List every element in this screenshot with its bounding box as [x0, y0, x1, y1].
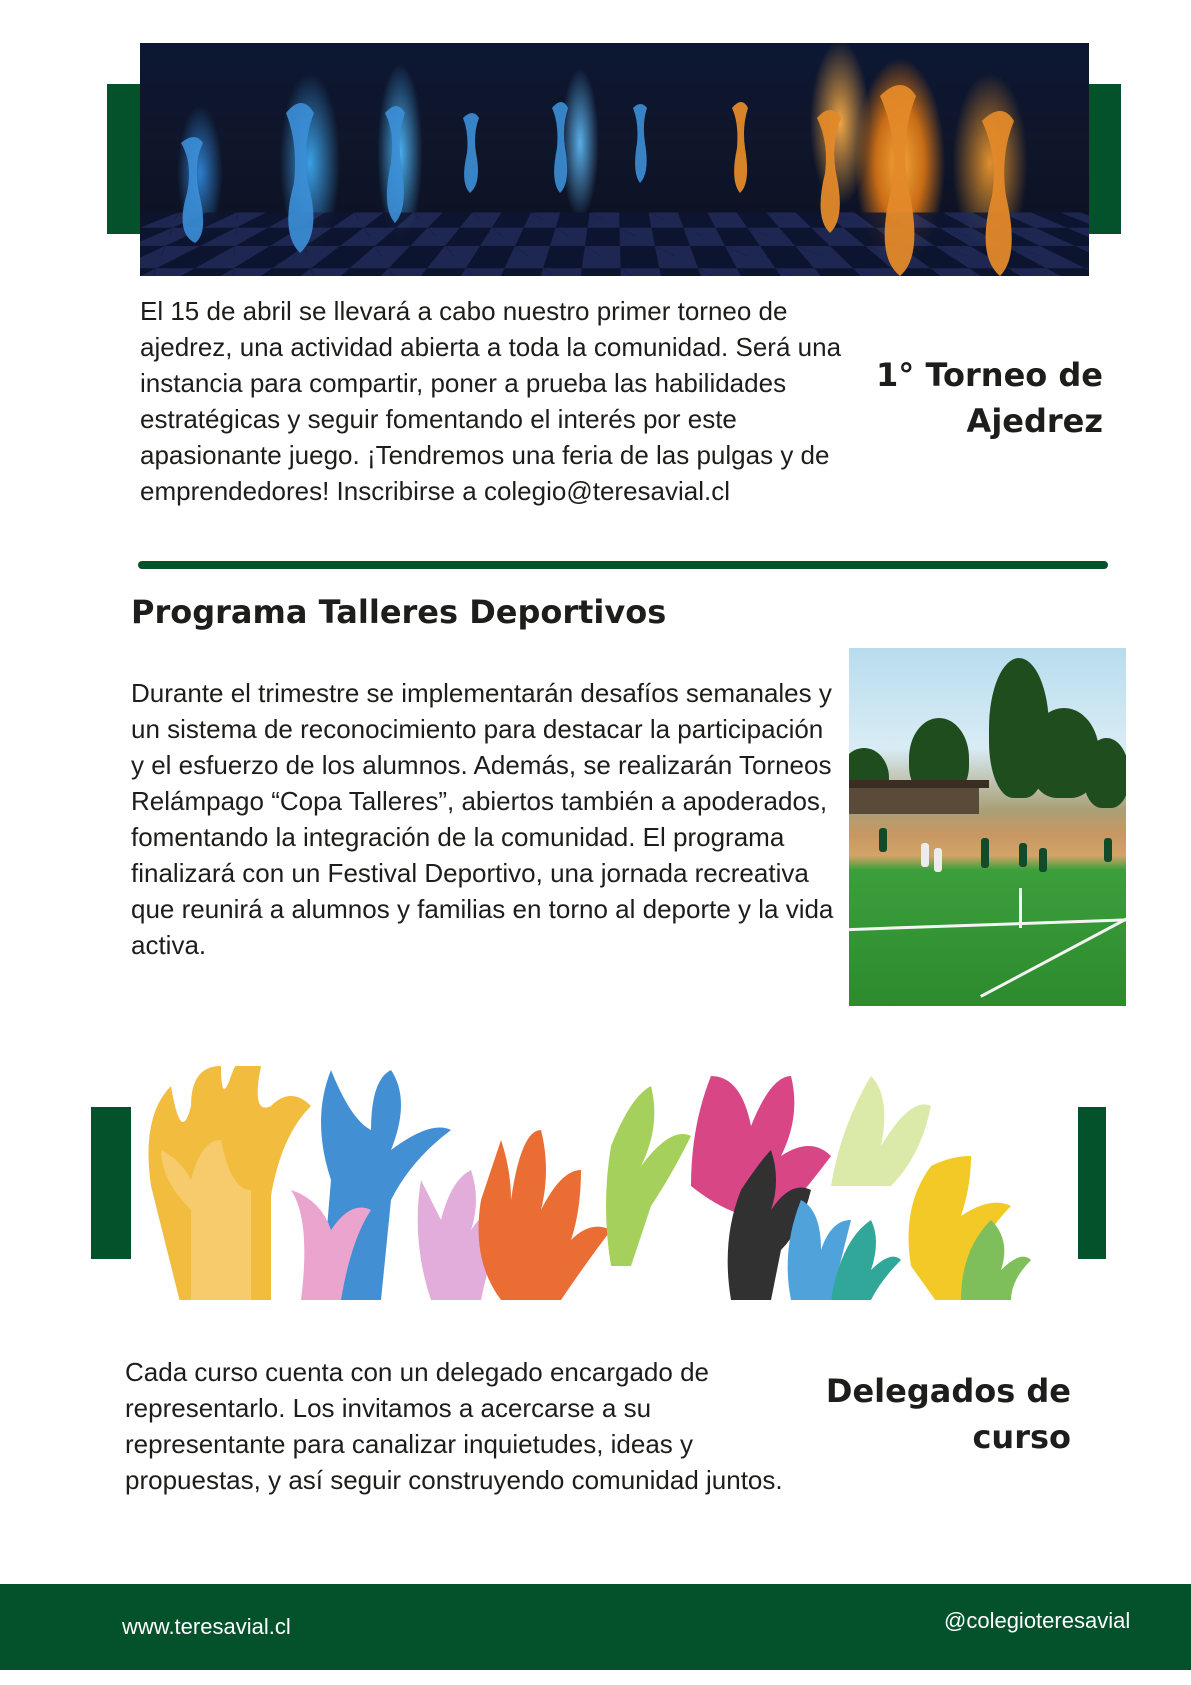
torneo-body-text: El 15 de abril se llevará a cabo nuestro primer torneo de ajedrez, una actividad abierta a toda la comunidad. Será una instancia para compartir, poner a prueba las habilidades estratégicas y seguir fomentando el interés por este apasionante juego. ¡Tendremos una feria de las pulgas y de emprendedores! Inscribirse a colegio@teresavial.cl: [140, 296, 842, 506]
torneo-title-line1: 1° Torneo de: [876, 356, 1103, 394]
torneo-title: [840, 352, 1103, 444]
raised-hands-image: [131, 1066, 1068, 1300]
talleres-heading: Programa Talleres Deportivos: [131, 593, 667, 631]
hands-banner-left-tab: [91, 1107, 131, 1259]
talleres-body-text: Durante el trimestre se implementarán desafíos semanales y un sistema de reconocimiento para destacar la participación y el esfuerzo de los alumnos. Además, se realizarán Torneos Relámpago “Copa Talleres”, abiertos también a apoderados, fomentando la integración de la comunidad. El programa finalizará con un Festival Deportivo, una jornada recreativa que reunirá a alumnos y familias en torno al deporte y la vida activa.: [131, 678, 834, 960]
sports-field-photo: [849, 648, 1126, 1006]
section-divider: [138, 561, 1108, 569]
delegados-body-text: Cada curso cuenta con un delegado encargado de representarlo. Los invitamos a acercarse a su representante para canalizar inquietudes, ideas y propuestas, y así seguir construyendo comunidad juntos.: [125, 1357, 783, 1495]
chess-banner-right-tab: [1085, 84, 1121, 234]
delegados-title-line2: curso: [972, 1418, 1071, 1456]
footer-bar: [0, 1584, 1191, 1670]
chess-pieces-image: [140, 43, 1089, 276]
delegados-title-line1: Delegados de: [825, 1372, 1071, 1410]
chess-banner-left-tab: [107, 84, 143, 234]
torneo-title-line2: Ajedrez: [966, 402, 1103, 440]
hands-banner-right-tab: [1078, 1107, 1106, 1259]
footer-social-handle[interactable]: @colegioteresavial: [944, 1608, 1131, 1633]
footer-website-link[interactable]: www.teresavial.cl: [122, 1614, 291, 1639]
delegados-title: [800, 1368, 1071, 1460]
